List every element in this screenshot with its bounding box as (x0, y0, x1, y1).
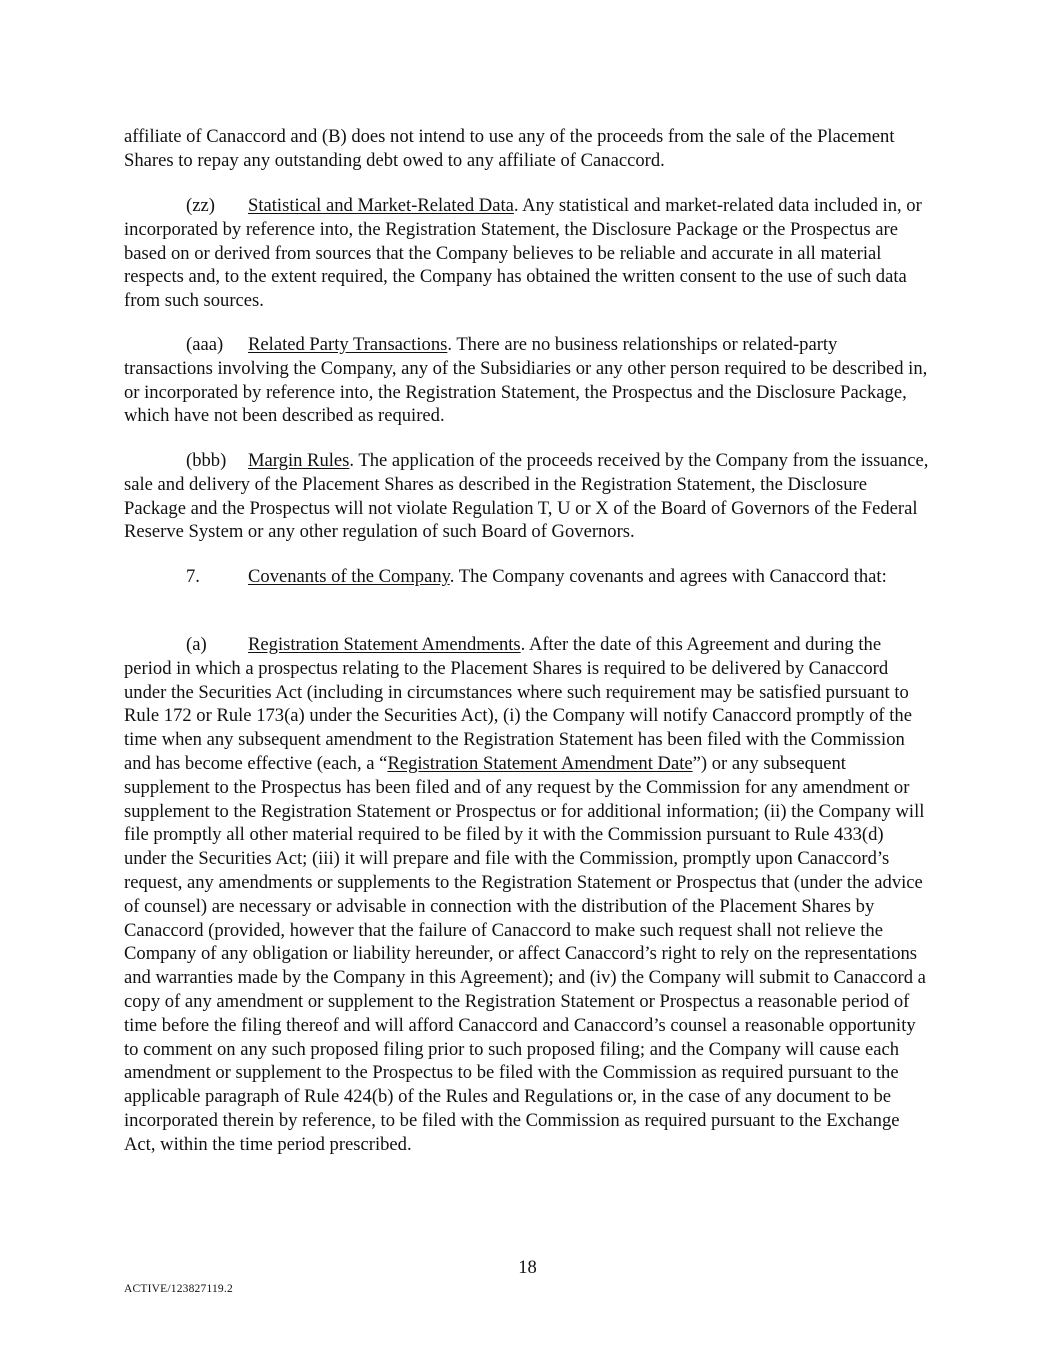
section-heading: Covenants of the Company (248, 566, 450, 587)
section-zz (124, 194, 930, 313)
section-heading: Margin Rules (248, 450, 350, 471)
section-label: (a) (186, 634, 207, 655)
section-heading: Statistical and Market-Related Data (248, 195, 514, 216)
page-number: 18 (518, 1257, 537, 1278)
paragraph-text: affiliate of Canaccord and (B) does not intend to use any of the proceeds from the sale of the Placement Shares to repay any outstanding debt owed to any affiliate of Canaccord. (124, 126, 895, 171)
section-a (124, 633, 930, 1157)
section-7 (124, 565, 930, 589)
section-bbb (124, 449, 930, 544)
section-label: (bbb) (186, 450, 227, 471)
section-body: . Any statistical and market-related data included in, or incorporated by reference into, the Registration Statement, the Disclosure Package or the Prospectus are based on or derived from sources that the Company believes to be reliable and accurate in all material respects and, to the extent required, the Company has obtained the written consent to the use of such data from such sources. (124, 195, 922, 312)
section-aaa (124, 333, 930, 428)
section-body: . There are no business relationships or related-party transactions involving the Company, any of the Subsidiaries or any other person required to be described in, or incorporated by reference into, the Registration Statement, the Prospectus and the Disclosure Package, which have not been described as required. (124, 334, 928, 427)
section-heading: Related Party Transactions (248, 334, 448, 355)
section-heading: Registration Statement Amendments (248, 634, 521, 655)
section-body: . The Company covenants and agrees with Canaccord that: (449, 566, 887, 587)
section-body-continued: ”) or any subsequent supplement to the Prospectus has been filed and of any request by the Commission for any amendment or supplement to the Registration Statement or Prospectus or for additional information; (ii) the Company will file promptly all other material required to be filed by it with the Commission pursuant to Rule 433(d) under the Securities Act; (iii) it will prepare and file with the Commission, promptly upon Canaccord’s request, any amendments or supplements to the Registration Statement or Prospectus that (under the advice of counsel) are necessary or advisable in connection with the distribution of the Placement Shares by Canaccord (provided, however that the failure of Canaccord to make such request shall not relieve the Company of any obligation or liability hereunder, or affect Canaccord’s right to rely on the representations and warranties made by the Company in this Agreement); and (iv) the Company will submit to Canaccord a copy of any amendment or supplement to the Registration Statement or Prospectus a reasonable period of time before the filing thereof and will afford Canaccord and Canaccord’s counsel a reasonable opportunity to comment on any such proposed filing prior to such proposed filing; and the Company will cause each amendment or supplement to the Prospectus to be filed with the Commission as required pursuant to the applicable paragraph of Rule 424(b) of the Rules and Regulations or, in the case of any document to be incorporated therein by reference, to be filed with the Commission as required pursuant to the Exchange Act, within the time period prescribed. (124, 752, 926, 1155)
section-label: (zz) (186, 195, 215, 216)
defined-term: Registration Statement Amendment Date (387, 752, 693, 774)
section-body: . After the date of this Agreement and during the period in which a prospectus relating to the Placement Shares is required to be delivered by Canaccord under the Securities Act (including in circumstances where such requirement may be satisfied pursuant to Rule 172 or Rule 173(a) under the Securities Act), (i) the Company will notify Canaccord promptly of the time when any subsequent amendment to the Registration Statement has been filed with the Commission and has become effective (each, a “ (124, 634, 912, 774)
section-label: 7. (186, 566, 200, 587)
paragraph-continuation (124, 125, 930, 173)
section-body: . The application of the proceeds received by the Company from the issuance, sale and delivery of the Placement Shares as described in the Registration Statement, the Disclosure Package and the Prospectus will not violate Regulation T, U or X of the Board of Governors of the Federal Reserve System or any other regulation of such Board of Governors. (124, 450, 929, 543)
section-label: (aaa) (186, 334, 224, 355)
document-id: ACTIVE/123827119.2 (124, 1283, 233, 1295)
